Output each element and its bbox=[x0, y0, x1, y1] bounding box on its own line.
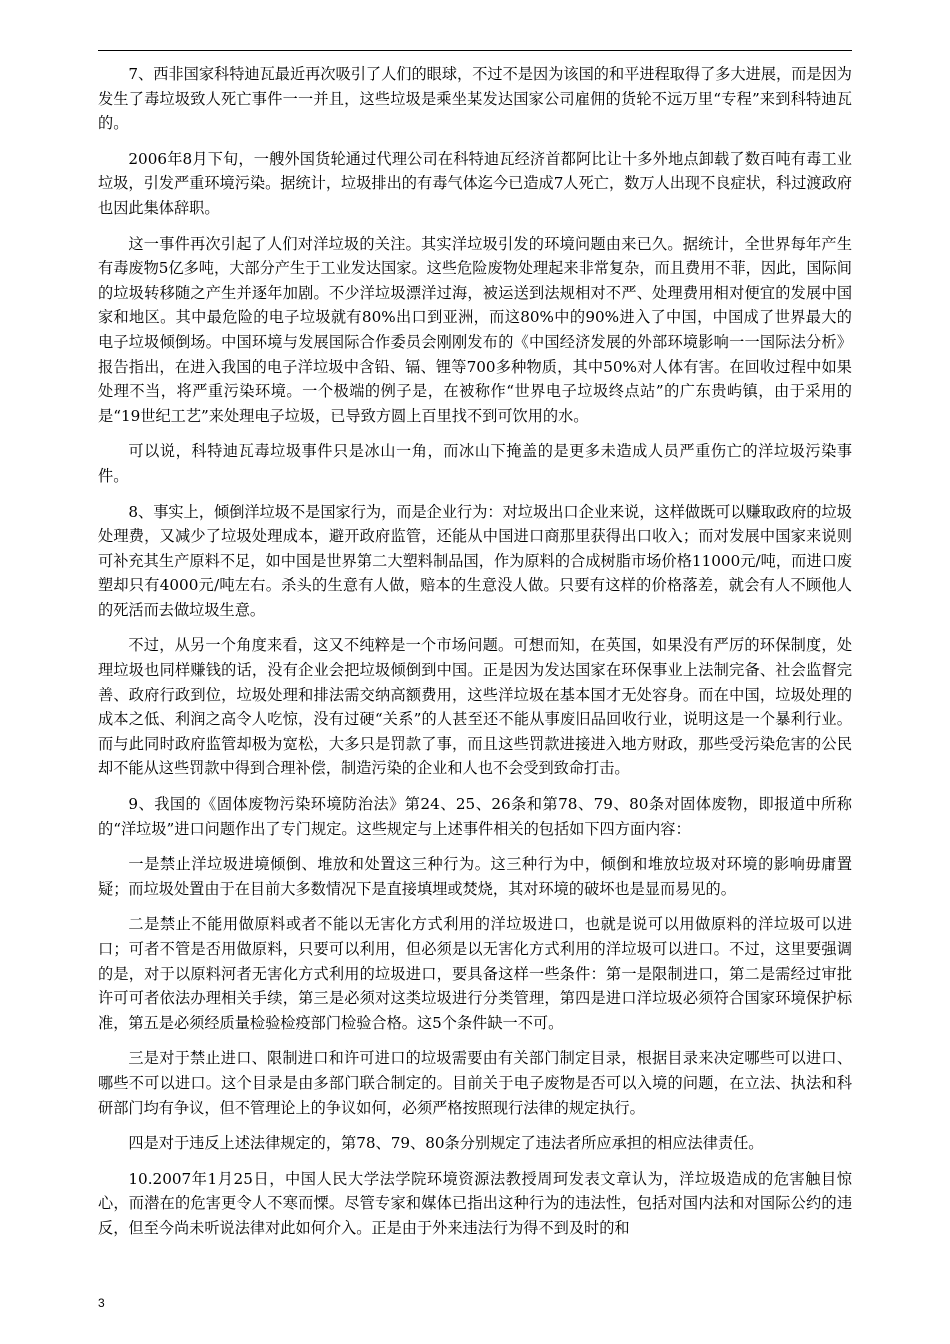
paragraph: 二是禁止不能用做原料或者不能以无害化方式利用的洋垃圾进口，也就是说可以用做原料的洋垃圾可以进口；可者不管是否用做原料，只要可以利用，但必须是以无害化方式利用的洋垃圾可以进口。不过，这里要强调的是，对于以原料河者无害化方式利用的垃圾进口，要具备这样一些条件：第一是限制进口，第二是需经过审批许可可者依法办理相关手续，第三是必须对这类垃圾进行分类管理，第四是进口洋垃圾必须符合国家环境保护标准，第五是必须经质量检验检疫部门检验合格。这5个条件缺一不可。 bbox=[98, 915, 852, 1032]
paragraph: 一是禁止洋垃圾进境倾倒、堆放和处置这三种行为。这三种行为中，倾倒和堆放垃圾对环境的影响毋庸置疑；而垃圾处置由于在目前大多数情况下是直接填埋或焚烧，其对环境的破坏也是显而易见的。 bbox=[98, 855, 852, 898]
page-number: 3 bbox=[98, 1296, 105, 1310]
document-body bbox=[98, 62, 852, 1252]
paragraph: 10.2007年1月25日，中国人民大学法学院环境资源法教授周珂发表文章认为，洋垃圾造成的危害触目惊心，而潜在的危害更令人不寒而慄。尽管专家和媒体已指出这种行为的违法性，包括对国内法和对国际公约的违反，但至今尚未听说法律对此如何介入。正是由于外来违法行为得不到及时的和 bbox=[98, 1169, 852, 1237]
paragraph: 可以说，科特迪瓦毒垃圾事件只是冰山一角，而冰山下掩盖的是更多未造成人员严重伤亡的洋垃圾污染事件。 bbox=[98, 442, 852, 485]
paragraph: 9、我国的《固体废物污染环境防治法》第24、25、26条和第78、79、80条对固体废物，即报道中所称的“洋垃圾”进口问题作出了专门规定。这些规定与上述事件相关的包括如下四方面内容： bbox=[98, 795, 852, 838]
paragraph: 8、事实上，倾倒洋垃圾不是国家行为，而是企业行为：对垃圾出口企业来说，这样做既可以赚取政府的垃圾处理费，又减少了垃圾处理成本，避开政府监管，还能从中国进口商那里获得出口收入；而对发展中国家来说则可补充其生产原料不足，如中国是世界第二大塑料制品国，作为原料的合成树脂市场价格11000元/吨，而进口废塑却只有4000元/吨左右。杀头的生意有人做，赔本的生意没人做。只要有这样的价格落差，就会有人不顾他人的死活而去做垃圾生意。 bbox=[98, 502, 852, 619]
paragraph: 2006年8月下旬，一艘外国货轮通过代理公司在科特迪瓦经济首都阿比让十多外地点卸载了数百吨有毒工业垃圾，引发严重环境污染。据统计，垃圾排出的有毒气体迄今已造成7人死亡，数万人出现不良症状，科过渡政府也因此集体辞职。 bbox=[98, 149, 852, 217]
paragraph: 7、西非国家科特迪瓦最近再次吸引了人们的眼球，不过不是因为该国的和平进程取得了多大进展，而是因为发生了毒垃圾致人死亡事件一一并且，这些垃圾是乘坐某发达国家公司雇佣的货轮不远万里“专程”来到科特迪瓦的。 bbox=[98, 65, 852, 133]
header-rule bbox=[98, 50, 852, 51]
paragraph: 四是对于违反上述法律规定的，第78、79、80条分别规定了违法者所应承担的相应法律责任。 bbox=[128, 1134, 764, 1153]
paragraph: 不过，从另一个角度来看，这又不纯粹是一个市场问题。可想而知，在英国，如果没有严厉的环保制度，处理垃圾也同样赚钱的话，没有企业会把垃圾倾倒到中国。正是因为发达国家在环保事业上法制完备、社会监督完善、政府行政到位，垃圾处理和排法需交纳高额费用，这些洋垃圾在基本国才无处容身。而在中国，垃圾处理的成本之低、利润之高令人吃惊，没有过硬“关系”的人甚至还不能从事废旧品回收行业，说明这是一个暴利行业。而与此同时政府监管却极为宽松，大多只是罚款了事，而且这些罚款进接进入地方财政，那些受污染危害的公民却不能从这些罚款中得到合理补偿，制造污染的企业和人也不会受到致命打击。 bbox=[98, 636, 852, 778]
paragraph: 三是对于禁止进口、限制进口和许可进口的垃圾需要由有关部门制定目录，根据目录来决定哪些可以进口、哪些不可以进口。这个目录是由多部门联合制定的。目前关于电子废物是否可以入境的问题，在立法、执法和科研部门均有争议，但不管理论上的争议如何，必须严格按照现行法律的规定执行。 bbox=[98, 1049, 852, 1117]
paragraph: 这一事件再次引起了人们对洋垃圾的关注。其实洋垃圾引发的环境问题由来已久。据统计，全世界每年产生有毒废物5亿多吨，大部分产生于工业发达国家。这些危险废物处理起来非常复杂，而且费用不菲，因此，国际间的垃圾转移随之产生并逐年加剧。不少洋垃圾漂洋过海，被运送到法规相对不严、处理费用相对便宜的发展中国家和地区。其中最危险的电子垃圾就有80%出口到亚洲，而这80%中的90%进入了中国，中国成了世界最大的电子垃圾倾倒场。中国环境与发展国际合作委员会刚刚发布的《中国经济发展的外部环境影响一一国际法分析》报告指出，在进入我国的电子洋垃圾中含铅、镉、锂等700多种物质，其中50%对人体有害。在回收过程中如果处理不当，将严重污染环境。一个极端的例子是，在被称作“世界电子垃圾终点站”的广东贵屿镇，由于采用的是“19世纪工艺”来处理电子垃圾，已导致方圆上百里找不到可饮用的水。 bbox=[98, 234, 852, 425]
